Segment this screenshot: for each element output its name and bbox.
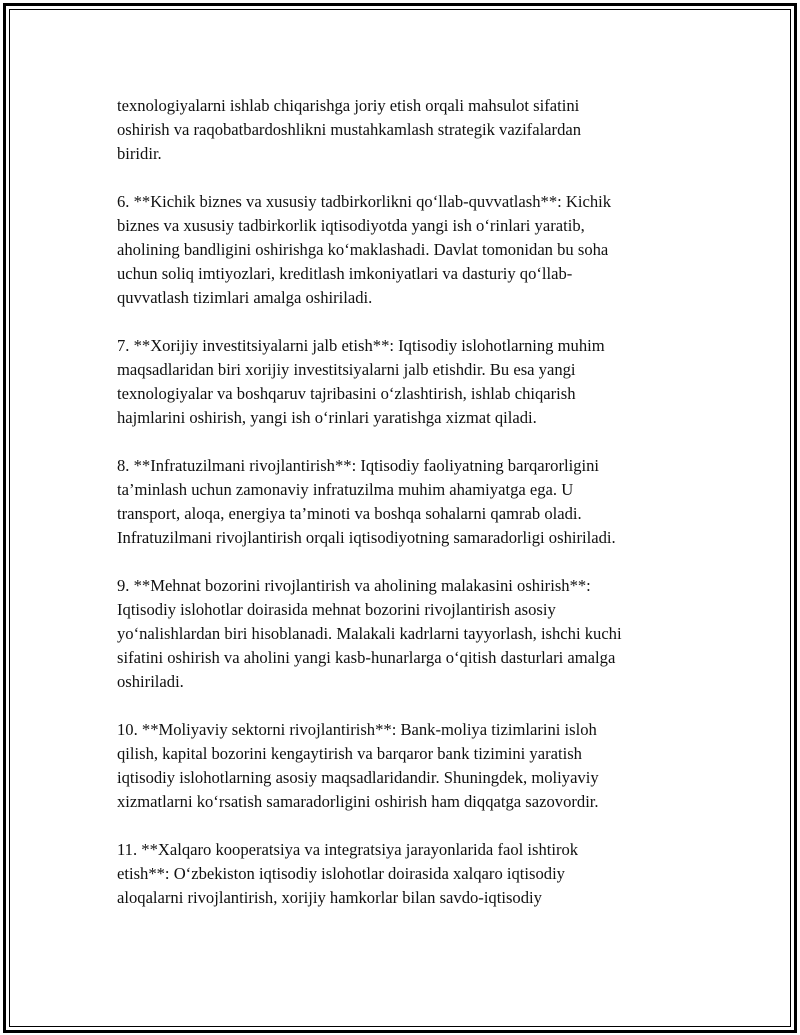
text-line: oshirish va raqobatbardoshlikni mustahkamlash strategik vazifalardan [117, 120, 582, 139]
text-line: qilish, kapital bozorini kengaytirish va barqaror bank tizimini yaratish [117, 744, 582, 763]
text-line: transport, aloqa, energiya ta’minoti va boshqa sohalarni qamrab oladi. [117, 504, 582, 523]
text-line: 7. **Xorijiy investitsiyalarni jalb etish**: Iqtisodiy islohotlarning muhim [117, 336, 605, 355]
text-line: ta’minlash uchun zamonaviy infratuzilma muhim ahamiyatga ega. U [117, 480, 574, 499]
text-line: 10. **Moliyaviy sektorni rivojlantirish**: Bank-moliya tizimlarini isloh [117, 720, 597, 739]
text-line: Iqtisodiy islohotlar doirasida mehnat bozorini rivojlantirish asosiy [117, 600, 556, 619]
text-line: 11. **Xalqaro kooperatsiya va integratsiya jarayonlarida faol ishtirok [117, 840, 579, 859]
text-line: iqtisodiy islohotlarning asosiy maqsadlaridandir. Shuningdek, moliyaviy [117, 768, 599, 787]
text-line: uchun soliq imtiyozlari, kreditlash imkoniyatlari va dasturiy qo‘llab- [117, 264, 573, 283]
document-body [117, 94, 677, 934]
text-line: texnologiyalar va boshqaruv tajribasini o‘zlashtirish, ishlab chiqarish [117, 384, 576, 403]
text-line: etish**: O‘zbekiston iqtisodiy islohotlar doirasida xalqaro iqtisodiy [117, 864, 565, 883]
paragraph-item-11 [117, 838, 677, 910]
text-line: Infratuzilmani rivojlantirish orqali iqtisodiyotning samaradorligi oshiriladi. [117, 528, 616, 547]
text-line: aholining bandligini oshirishga ko‘maklashadi. Davlat tomonidan bu soha [117, 240, 609, 259]
text-line: 6. **Kichik biznes va xususiy tadbirkorlikni qo‘llab-quvvatlash**: Kichik [117, 192, 612, 211]
text-line: biridir. [117, 144, 162, 163]
paragraph-item-7 [117, 334, 677, 430]
text-line: texnologiyalarni ishlab chiqarishga joriy etish orqali mahsulot sifatini [117, 96, 580, 115]
paragraph-item-6 [117, 190, 677, 310]
text-line: quvvatlash tizimlari amalga oshiriladi. [117, 288, 373, 307]
paragraph-continuation [117, 94, 677, 166]
paragraph-item-8 [117, 454, 677, 550]
text-line: 8. **Infratuzilmani rivojlantirish**: Iqtisodiy faoliyatning barqarorligini [117, 456, 600, 475]
paragraph-item-10 [117, 718, 677, 814]
text-line: yo‘nalishlardan biri hisoblanadi. Malakali kadrlarni tayyorlash, ishchi kuchi [117, 624, 622, 643]
text-line: sifatini oshirish va aholini yangi kasb-hunarlarga o‘qitish dasturlari amalga [117, 648, 616, 667]
text-line: xizmatlarni ko‘rsatish samaradorligini oshirish ham diqqatga sazovordir. [117, 792, 599, 811]
text-line: oshiriladi. [117, 672, 184, 691]
text-line: biznes va xususiy tadbirkorlik iqtisodiyotda yangi ish o‘rinlari yaratib, [117, 216, 585, 235]
text-line: hajmlarini oshirish, yangi ish o‘rinlari yaratishga xizmat qiladi. [117, 408, 537, 427]
text-line: maqsadlaridan biri xorijiy investitsiyalarni jalb etishdir. Bu esa yangi [117, 360, 576, 379]
text-line: 9. **Mehnat bozorini rivojlantirish va aholining malakasini oshirish**: [117, 576, 591, 595]
text-line: aloqalarni rivojlantirish, xorijiy hamkorlar bilan savdo-iqtisodiy [117, 888, 542, 907]
paragraph-item-9 [117, 574, 677, 694]
